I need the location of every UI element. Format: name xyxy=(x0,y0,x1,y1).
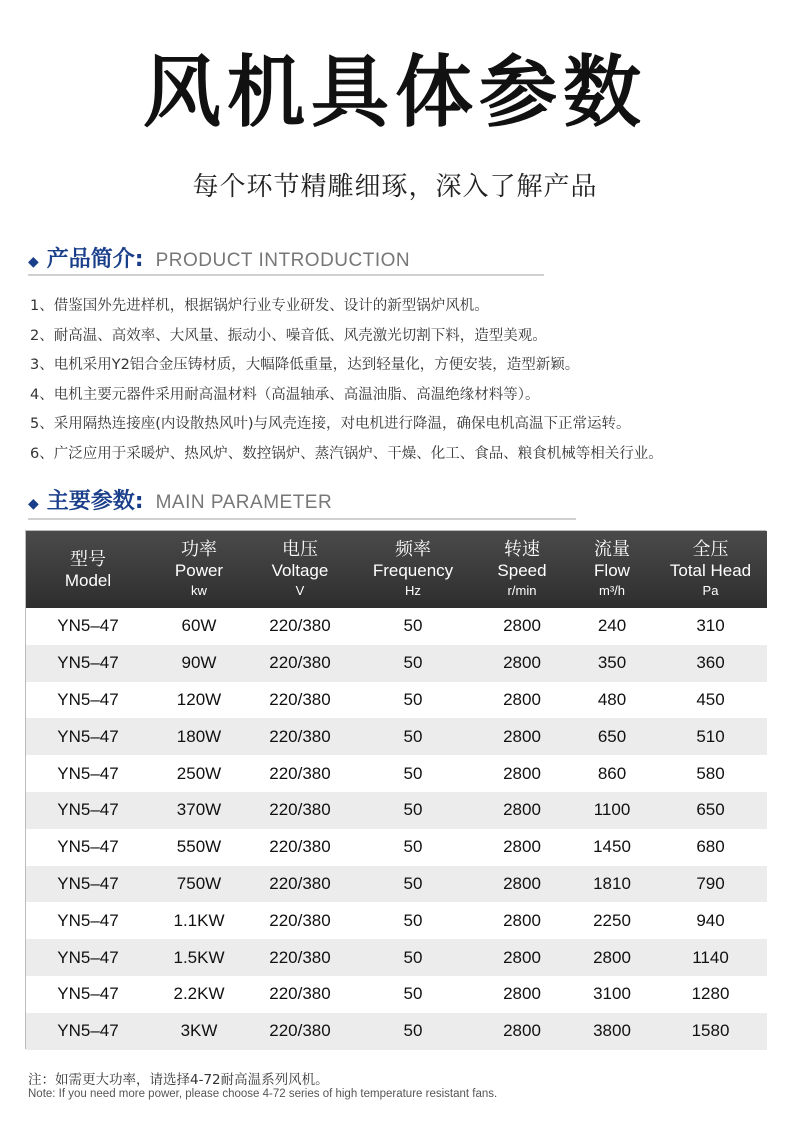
cell-model: YN5–47 xyxy=(26,939,150,976)
cell-model: YN5–47 xyxy=(26,976,150,1013)
page-title: 风机具体参数 xyxy=(142,48,647,138)
table-row xyxy=(26,645,767,682)
cell-speed: 2800 xyxy=(474,718,570,755)
cell-power: 120W xyxy=(150,682,248,719)
cell-power: 750W xyxy=(150,866,248,903)
cell-model: YN5–47 xyxy=(26,682,150,719)
intro-list xyxy=(30,292,770,469)
cell-flow: 350 xyxy=(570,645,654,682)
cell-voltage: 220/380 xyxy=(248,866,352,903)
cell-frequency: 50 xyxy=(352,866,474,903)
cell-speed: 2800 xyxy=(474,939,570,976)
intro-item: 2、耐高温、高效率、大风量、振动小、噪音低、风壳激光切割下料，造型美观。 xyxy=(30,327,547,344)
cell-frequency: 50 xyxy=(352,902,474,939)
cell-speed: 2800 xyxy=(474,792,570,829)
cell-total-head: 790 xyxy=(654,866,767,903)
table-row xyxy=(26,939,767,976)
cell-total-head: 650 xyxy=(654,792,767,829)
cell-voltage: 220/380 xyxy=(248,645,352,682)
intro-divider xyxy=(28,274,544,276)
cell-frequency: 50 xyxy=(352,829,474,866)
parameter-table xyxy=(25,530,766,1049)
cell-power: 2.2KW xyxy=(150,976,248,1013)
table-row xyxy=(26,608,767,645)
cell-total-head: 680 xyxy=(654,829,767,866)
cell-frequency: 50 xyxy=(352,682,474,719)
cell-frequency: 50 xyxy=(352,755,474,792)
cell-speed: 2800 xyxy=(474,608,570,645)
cell-voltage: 220/380 xyxy=(248,608,352,645)
intro-label-cn: 产品简介: xyxy=(46,247,144,272)
cell-total-head: 580 xyxy=(654,755,767,792)
cell-speed: 2800 xyxy=(474,755,570,792)
column-header-flow: 流量 Flow m³/h xyxy=(570,531,654,608)
cell-power: 1.1KW xyxy=(150,902,248,939)
cell-voltage: 220/380 xyxy=(248,792,352,829)
diamond-bullet-icon: ◆ xyxy=(28,254,39,270)
cell-voltage: 220/380 xyxy=(248,976,352,1013)
cell-speed: 2800 xyxy=(474,976,570,1013)
cell-model: YN5–47 xyxy=(26,902,150,939)
cell-flow: 650 xyxy=(570,718,654,755)
column-header-frequency: 频率 Frequency Hz xyxy=(352,531,474,608)
cell-model: YN5–47 xyxy=(26,755,150,792)
cell-voltage: 220/380 xyxy=(248,902,352,939)
cell-frequency: 50 xyxy=(352,645,474,682)
cell-power: 90W xyxy=(150,645,248,682)
cell-total-head: 940 xyxy=(654,902,767,939)
cell-flow: 860 xyxy=(570,755,654,792)
intro-item: 4、电机主要元器件采用耐高温材料（高温轴承、高温油脂、高温绝缘材料等）。 xyxy=(30,386,540,403)
cell-model: YN5–47 xyxy=(26,718,150,755)
cell-frequency: 50 xyxy=(352,792,474,829)
table-row xyxy=(26,902,767,939)
table-row xyxy=(26,718,767,755)
cell-voltage: 220/380 xyxy=(248,718,352,755)
intro-item: 6、广泛应用于采暖炉、热风炉、数控锅炉、蒸汽锅炉、干燥、化工、食品、粮食机械等相关行业。 xyxy=(30,445,663,462)
cell-flow: 480 xyxy=(570,682,654,719)
cell-model: YN5–47 xyxy=(26,792,150,829)
cell-flow: 1450 xyxy=(570,829,654,866)
table-row xyxy=(26,866,767,903)
cell-flow: 1810 xyxy=(570,866,654,903)
column-header-power: 功率 Power kw xyxy=(150,531,248,608)
cell-power: 1.5KW xyxy=(150,939,248,976)
footnote-cn: 注：如需更大功率，请选择4-72耐高温系列风机。 xyxy=(28,1072,329,1088)
cell-total-head: 1280 xyxy=(654,976,767,1013)
intro-label-en: PRODUCT INTRODUCTION xyxy=(155,250,411,271)
intro-item: 5、采用隔热连接座(内设散热风叶)与风壳连接，对电机进行降温，确保电机高温下正常运转。 xyxy=(30,416,631,432)
page-subtitle: 每个环节精雕细琢，深入了解产品 xyxy=(192,172,598,202)
cell-speed: 2800 xyxy=(474,682,570,719)
table-row xyxy=(26,792,767,829)
cell-power: 3KW xyxy=(150,1013,248,1050)
cell-flow: 3100 xyxy=(570,976,654,1013)
footnote-en: Note: If you need more power, please choose 4-72 series of high temperature resistant fans. xyxy=(28,1088,498,1100)
cell-speed: 2800 xyxy=(474,1013,570,1050)
intro-item: 3、电机采用Y2铝合金压铸材质，大幅降低重量，达到轻量化，方便安装，造型新颖。 xyxy=(30,357,580,373)
cell-total-head: 1140 xyxy=(654,939,767,976)
cell-voltage: 220/380 xyxy=(248,682,352,719)
cell-total-head: 310 xyxy=(654,608,767,645)
cell-flow: 2800 xyxy=(570,939,654,976)
cell-flow: 3800 xyxy=(570,1013,654,1050)
cell-flow: 2250 xyxy=(570,902,654,939)
cell-speed: 2800 xyxy=(474,829,570,866)
cell-speed: 2800 xyxy=(474,645,570,682)
params-section-heading xyxy=(28,484,332,515)
table-row xyxy=(26,1013,767,1050)
cell-model: YN5–47 xyxy=(26,645,150,682)
column-header-voltage: 电压 Voltage V xyxy=(248,531,352,608)
diamond-bullet-icon: ◆ xyxy=(28,496,39,512)
cell-voltage: 220/380 xyxy=(248,829,352,866)
cell-power: 250W xyxy=(150,755,248,792)
cell-model: YN5–47 xyxy=(26,608,150,645)
cell-power: 60W xyxy=(150,608,248,645)
table-row xyxy=(26,829,767,866)
cell-speed: 2800 xyxy=(474,902,570,939)
cell-power: 550W xyxy=(150,829,248,866)
cell-model: YN5–47 xyxy=(26,829,150,866)
cell-voltage: 220/380 xyxy=(248,939,352,976)
params-label-cn: 主要参数: xyxy=(46,489,144,514)
table-row xyxy=(26,682,767,719)
column-header-speed: 转速 Speed r/min xyxy=(474,531,570,608)
cell-frequency: 50 xyxy=(352,939,474,976)
cell-speed: 2800 xyxy=(474,866,570,903)
params-label-en: MAIN PARAMETER xyxy=(155,492,333,513)
cell-model: YN5–47 xyxy=(26,866,150,903)
cell-power: 370W xyxy=(150,792,248,829)
cell-total-head: 510 xyxy=(654,718,767,755)
cell-frequency: 50 xyxy=(352,718,474,755)
cell-flow: 1100 xyxy=(570,792,654,829)
column-header-total-head: 全压 Total Head Pa xyxy=(654,531,767,608)
cell-frequency: 50 xyxy=(352,1013,474,1050)
cell-total-head: 1580 xyxy=(654,1013,767,1050)
column-header-model: 型号 Model xyxy=(26,531,150,608)
cell-frequency: 50 xyxy=(352,608,474,645)
cell-voltage: 220/380 xyxy=(248,755,352,792)
cell-flow: 240 xyxy=(570,608,654,645)
cell-model: YN5–47 xyxy=(26,1013,150,1050)
cell-total-head: 360 xyxy=(654,645,767,682)
params-divider xyxy=(28,518,576,520)
intro-item: 1、借鉴国外先进样机，根据锅炉行业专业研发、设计的新型锅炉风机。 xyxy=(30,298,489,314)
cell-voltage: 220/380 xyxy=(248,1013,352,1050)
cell-frequency: 50 xyxy=(352,976,474,1013)
intro-section-heading xyxy=(28,242,410,273)
cell-total-head: 450 xyxy=(654,682,767,719)
table-header-row xyxy=(26,531,767,608)
table-row xyxy=(26,755,767,792)
cell-power: 180W xyxy=(150,718,248,755)
table-row xyxy=(26,976,767,1013)
